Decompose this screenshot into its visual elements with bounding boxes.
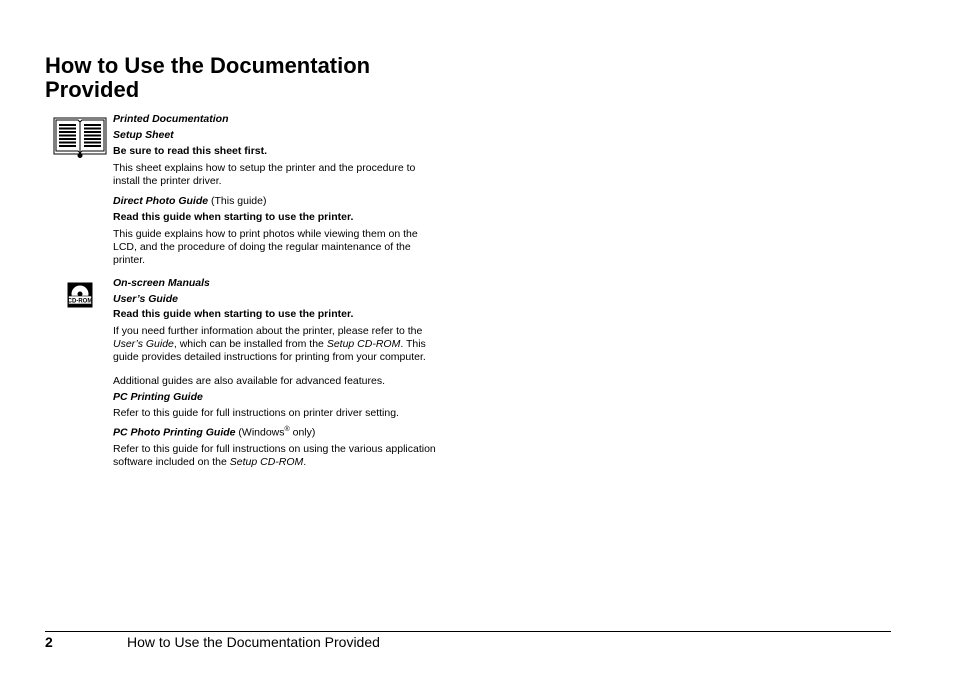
footer-divider — [45, 631, 891, 632]
setup-sheet-description — [113, 162, 458, 188]
users-guide-desc-line3: guide provides detailed instructions for printing from your computer. — [113, 351, 426, 363]
printed-documentation-section — [113, 112, 458, 267]
onscreen-manuals-heading: On-screen Manuals — [113, 277, 210, 289]
users-guide-desc-a: If you need further information about the printer, please refer to the — [113, 325, 423, 337]
direct-photo-guide-note: Read this guide when starting to use the printer. — [113, 211, 354, 223]
direct-photo-guide-title: Direct Photo Guide — [113, 195, 209, 207]
users-guide-desc-e: . This — [400, 338, 426, 350]
pc-photo-desc-line2-italic: Setup CD-ROM — [229, 455, 304, 468]
pc-photo-printing-guide-title: PC Photo Printing Guide — [113, 426, 236, 439]
printed-documentation-heading: Printed Documentation — [113, 113, 229, 125]
setup-sheet-note: Be sure to read this sheet first. — [113, 145, 268, 157]
pc-photo-desc-line1: Refer to this guide for full instructions on using the various application — [113, 442, 436, 455]
users-guide-note: Read this guide when starting to use the printer. — [113, 308, 354, 320]
cd-rom-icon — [67, 282, 93, 313]
page-number: 2 — [45, 634, 53, 650]
pc-photo-printing-guide-title-row — [113, 423, 458, 440]
page-title-line1: How to Use the Documentation — [45, 53, 371, 78]
direct-photo-desc-line1: This guide explains how to print photos while viewing them on the — [113, 228, 418, 240]
book-icon — [53, 117, 107, 164]
footer-title: How to Use the Documentation Provided — [127, 634, 380, 650]
direct-photo-guide-title-row — [113, 195, 458, 208]
page-title — [45, 54, 370, 102]
pc-printing-guide-description: Refer to this guide for full instructions on printer driver setting. — [113, 407, 399, 419]
registered-mark: ® — [284, 426, 290, 433]
pc-photo-desc-line2a: software included on the — [113, 455, 230, 468]
direct-photo-guide-suffix: (This guide) — [208, 195, 267, 207]
pc-printing-guide-title: PC Printing Guide — [113, 391, 203, 403]
additional-guides-text: Additional guides are also available for advanced features. — [113, 375, 386, 387]
users-guide-desc-d: Setup CD-ROM — [326, 338, 401, 350]
pc-photo-suffix-b: only) — [289, 426, 316, 439]
users-guide-title: User’s Guide — [113, 293, 178, 305]
setup-sheet-desc-line2: install the printer driver. — [113, 175, 222, 187]
setup-sheet-desc-line1: This sheet explains how to setup the printer and the procedure to — [113, 162, 416, 174]
setup-sheet-title: Setup Sheet — [113, 129, 174, 141]
pc-photo-printing-guide-description — [113, 443, 463, 469]
onscreen-manuals-section — [113, 276, 458, 469]
cd-rom-label: CD-ROM — [67, 298, 93, 305]
direct-photo-guide-description — [113, 228, 458, 267]
pc-photo-desc-line2b: . — [303, 455, 307, 468]
direct-photo-desc-line3: printer. — [113, 254, 146, 266]
users-guide-description — [113, 325, 463, 364]
page-title-line2: Provided — [45, 77, 140, 102]
pc-photo-suffix-a: (Windows — [235, 426, 285, 439]
users-guide-desc-c: , which can be installed from the — [173, 338, 327, 350]
users-guide-desc-b: User’s Guide — [113, 338, 174, 350]
direct-photo-desc-line2: LCD, and the procedure of doing the regular maintenance of the — [113, 241, 411, 253]
